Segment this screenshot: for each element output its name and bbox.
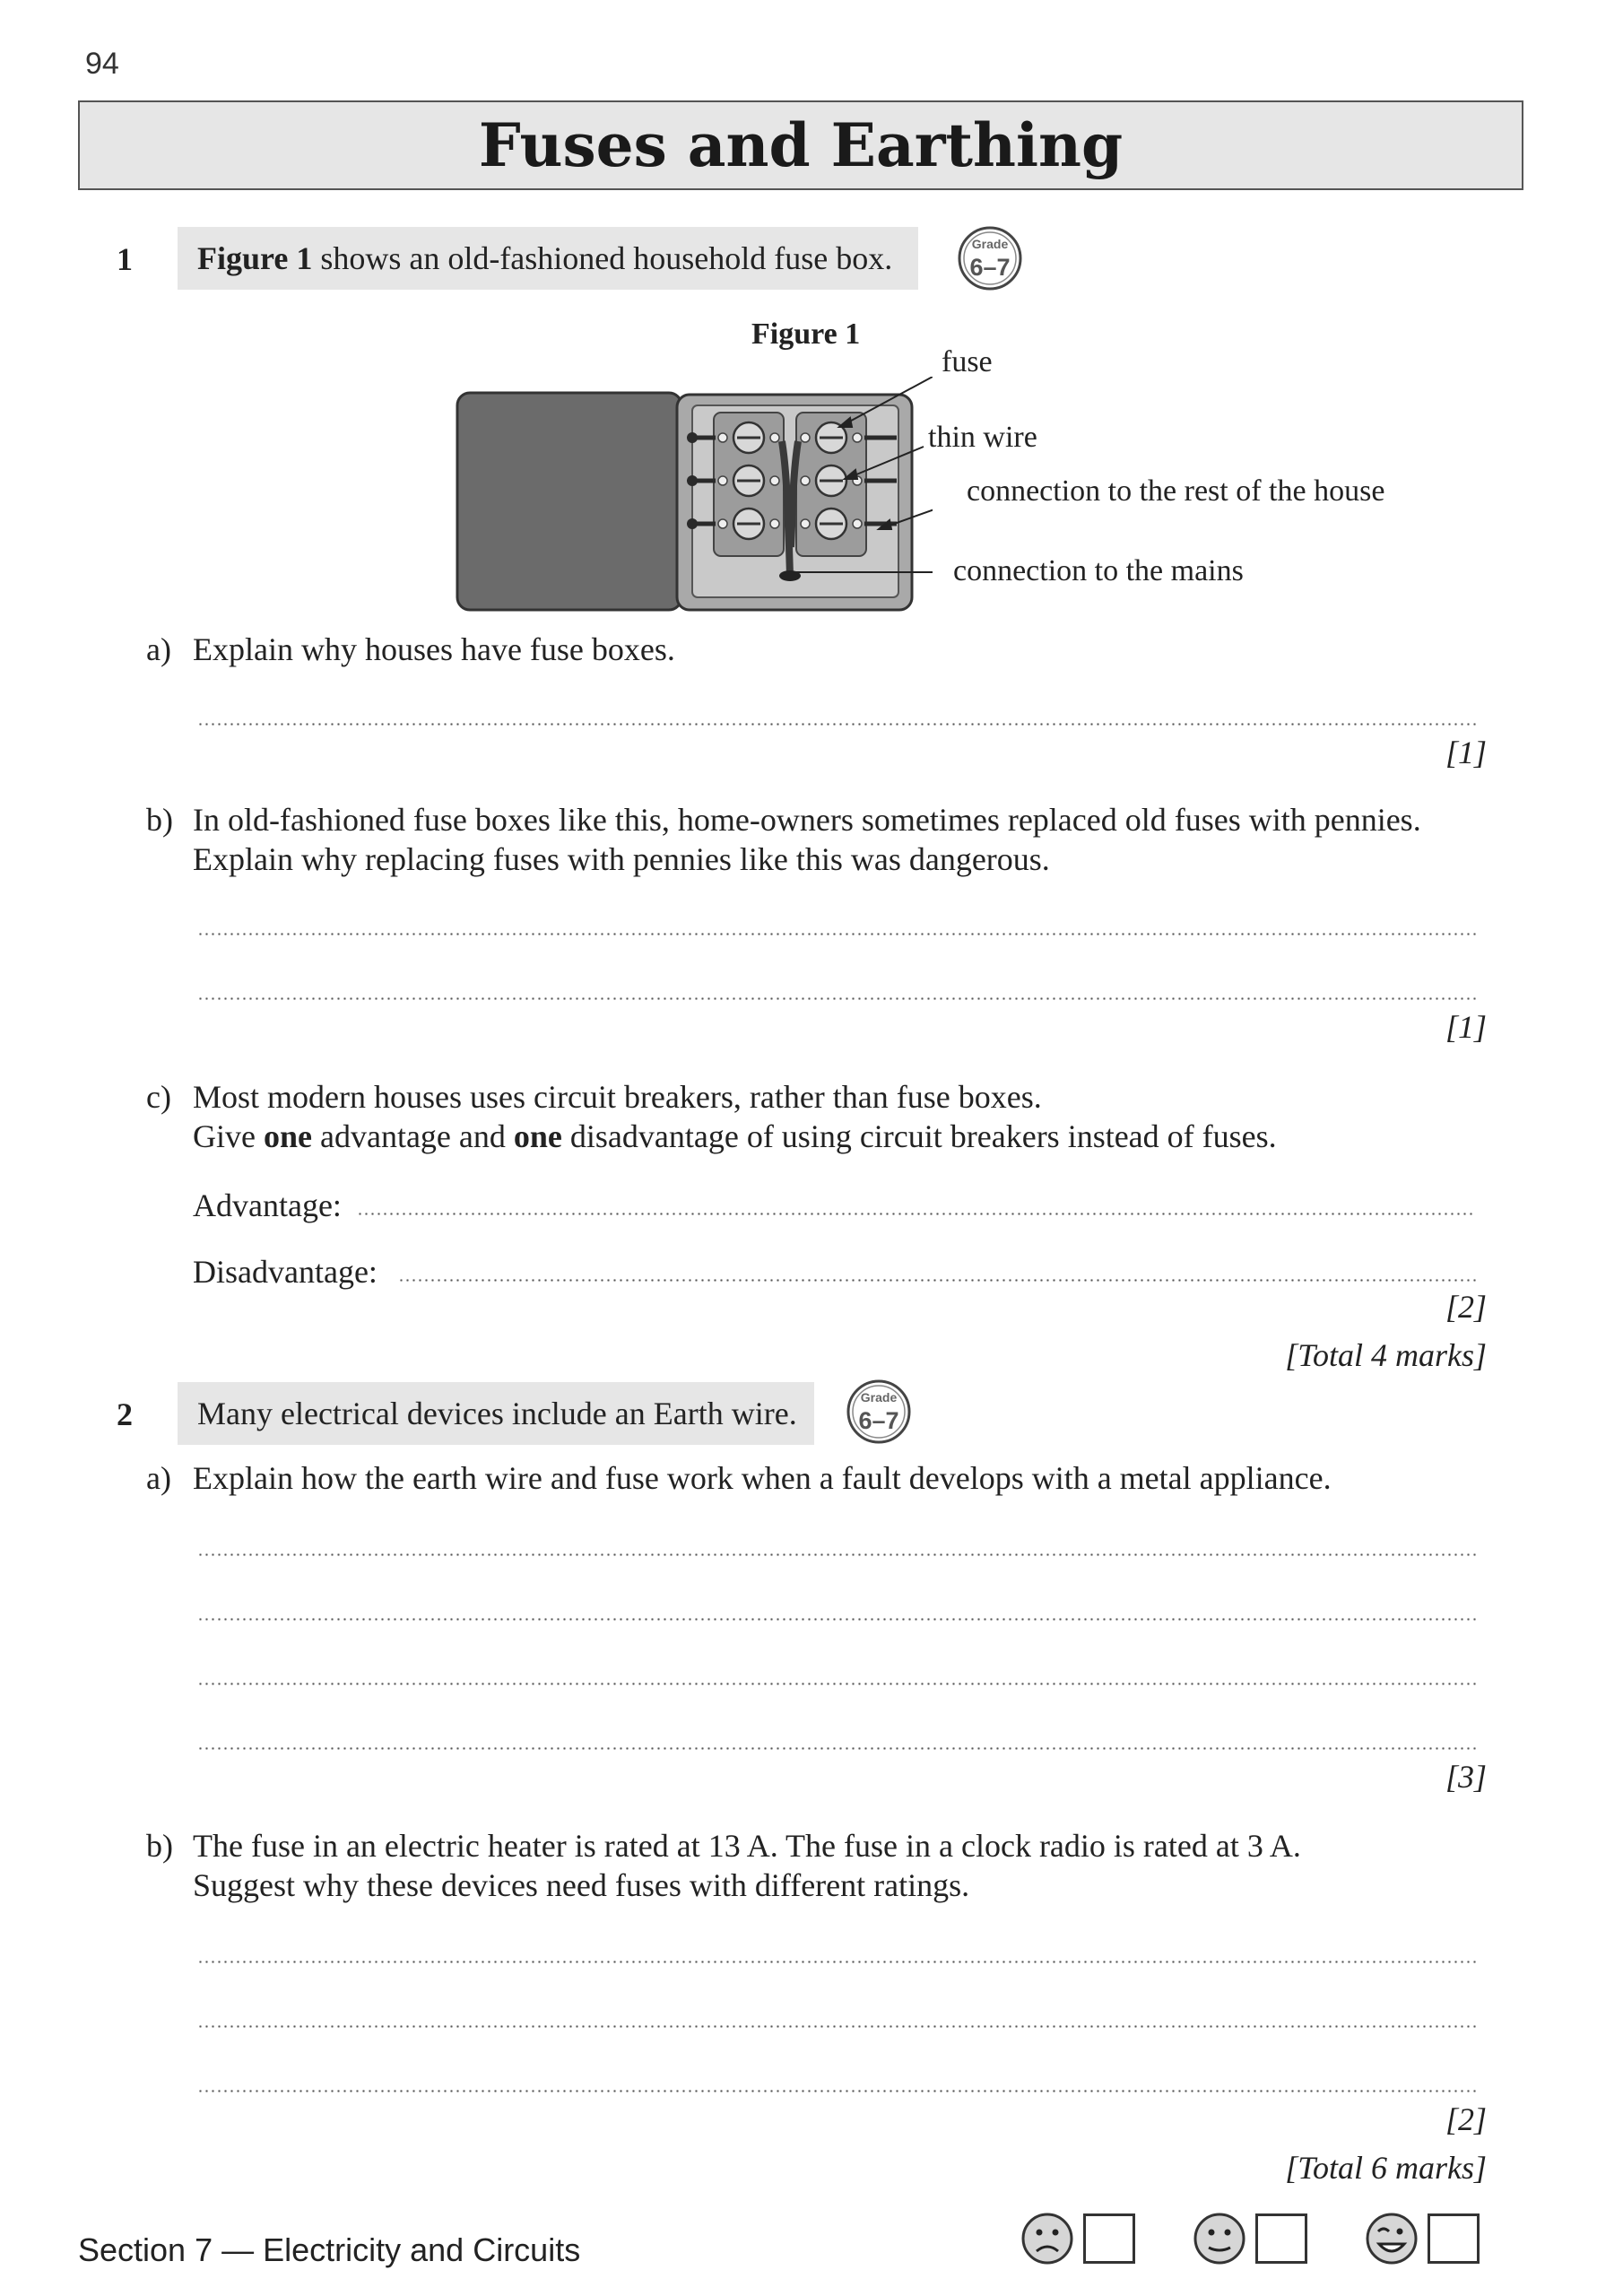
label-thin-wire: thin wire <box>928 421 1037 454</box>
answer-line[interactable] <box>197 1683 1476 1685</box>
q1c-line2-bold2: one <box>513 1118 562 1154</box>
grade-word: Grade <box>860 1390 898 1405</box>
answer-line[interactable] <box>197 1553 1476 1556</box>
q1c-line2-bold1: one <box>263 1118 312 1154</box>
grade-value: 6–7 <box>858 1407 899 1434</box>
question-2-number: 2 <box>117 1396 133 1432</box>
q2a-marks: [3] <box>1445 1759 1487 1795</box>
figure-reference: Figure 1 <box>197 240 313 276</box>
confidence-box-low[interactable] <box>1083 2213 1135 2264</box>
confidence-box-medium[interactable] <box>1255 2213 1307 2264</box>
q1a-marks: [1] <box>1445 735 1487 770</box>
answer-line[interactable] <box>197 933 1476 935</box>
disadvantage-label: Disadvantage: <box>193 1254 378 1290</box>
q1b-line1: In old-fashioned fuse boxes like this, home-owners sometimes replaced old fuses with pennies. <box>193 802 1421 838</box>
section-footer: Section 7 — Electricity and Circuits <box>78 2231 581 2268</box>
confidence-box-high[interactable] <box>1428 2213 1480 2264</box>
q1c-line2-mid: advantage and <box>311 1118 514 1154</box>
fuse-box-diagram <box>448 377 933 614</box>
figure-caption: Figure 1 <box>751 317 861 351</box>
grade-badge-icon <box>845 1378 913 1446</box>
worried-face-icon <box>1020 2212 1074 2266</box>
q2a-letter: a) <box>146 1460 171 1496</box>
q1c-marks: [2] <box>1445 1289 1487 1325</box>
label-connection-house: connection to the rest of the house <box>967 474 1385 508</box>
q1b-letter: b) <box>146 802 173 838</box>
q1b-line2: Explain why replacing fuses with pennies like this was dangerous. <box>193 841 1050 877</box>
q2a-text: Explain how the earth wire and fuse work when a fault develops with a metal appliance. <box>193 1460 1332 1496</box>
neutral-face-icon <box>1193 2212 1246 2266</box>
advantage-label: Advantage: <box>193 1187 342 1223</box>
fuse-box-door <box>457 393 681 610</box>
grade-value: 6–7 <box>969 254 1011 281</box>
q2b-letter: b) <box>146 1828 173 1864</box>
q1a-text: Explain why houses have fuse boxes. <box>193 631 675 667</box>
page-number: 94 <box>85 47 119 81</box>
question-1-intro <box>178 227 918 290</box>
question-1-intro-text: shows an old-fashioned household fuse box. <box>312 240 893 276</box>
q1c-line1: Most modern houses uses circuit breakers, rather than fuse boxes. <box>193 1079 1042 1115</box>
label-connection-mains: connection to the mains <box>953 554 1244 587</box>
q2b-marks: [2] <box>1445 2101 1487 2137</box>
question-2-intro: Many electrical devices include an Earth wire. <box>178 1382 814 1445</box>
answer-line[interactable] <box>197 1961 1476 1963</box>
q1c-line2-post: disadvantage of using circuit breakers instead of fuses. <box>561 1118 1277 1154</box>
disadvantage-answer-line[interactable] <box>398 1279 1476 1282</box>
title-banner <box>78 100 1523 190</box>
answer-line[interactable] <box>197 1747 1476 1750</box>
answer-line[interactable] <box>197 2025 1476 2028</box>
q2b-line1: The fuse in an electric heater is rated at 13 A. The fuse in a clock radio is rated at 3 A. <box>193 1828 1301 1864</box>
q2b-line2: Suggest why these devices need fuses with different ratings. <box>193 1867 970 1903</box>
winking-face-icon <box>1365 2212 1419 2266</box>
page-title: Fuses and Earthing <box>478 110 1124 180</box>
label-fuse: fuse <box>942 345 993 378</box>
question-1-number: 1 <box>117 241 133 277</box>
grade-word: Grade <box>971 237 1009 251</box>
answer-line[interactable] <box>197 1618 1476 1621</box>
q2-total-marks: [Total 6 marks] <box>1285 2150 1487 2186</box>
answer-line[interactable] <box>197 723 1476 726</box>
q1a-letter: a) <box>146 631 171 667</box>
answer-line[interactable] <box>197 997 1476 1000</box>
q1c-letter: c) <box>146 1079 171 1115</box>
q1b-marks: [1] <box>1445 1009 1487 1045</box>
grade-badge-icon <box>956 224 1024 292</box>
q1-total-marks: [Total 4 marks] <box>1285 1337 1487 1373</box>
advantage-answer-line[interactable] <box>357 1213 1476 1215</box>
q1c-line2 <box>193 1117 1277 1156</box>
answer-line[interactable] <box>197 2090 1476 2092</box>
q1c-line2-pre: Give <box>193 1118 264 1154</box>
